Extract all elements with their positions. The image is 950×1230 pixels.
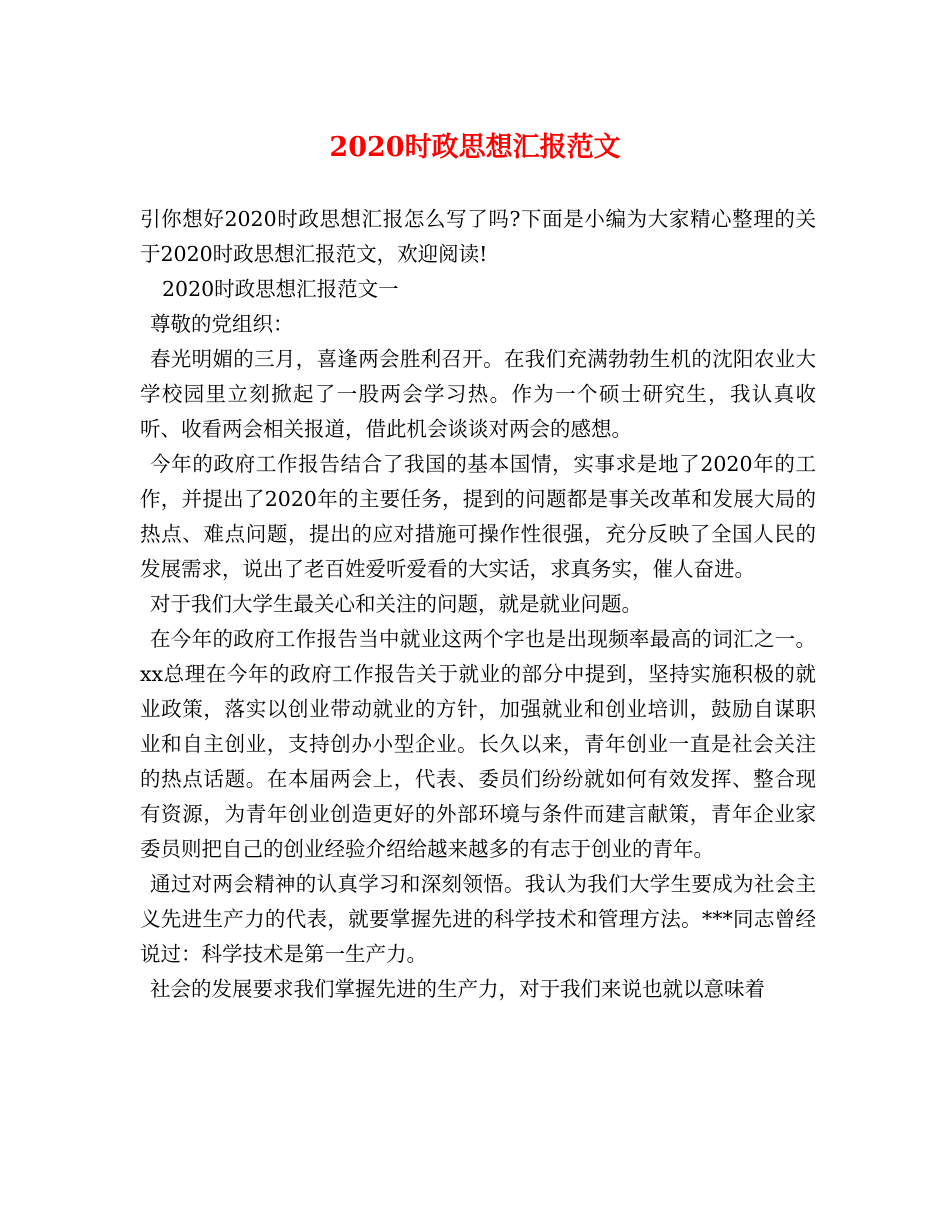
salutation: 尊敬的党组织： xyxy=(150,312,294,336)
body-paragraph: 社会的发展要求我们掌握先进的生产力，对于我们来说也就以意味着 xyxy=(150,977,765,1001)
intro-paragraph: 引你想好2020时政思想汇报怎么写了吗?下面是小编为大家精心整理的关于2020时政思想汇报范文，欢迎阅读! xyxy=(140,207,816,266)
document-body xyxy=(140,202,816,1007)
body-paragraph: 通过对两会精神的认真学习和深刻领悟。我认为我们大学生要成为社会主义先进生产力的代表，就要掌握先进的科学技术和管理方法。***同志曾经说过：科学技术是第一生产力。 xyxy=(140,872,816,966)
body-paragraph: 春光明媚的三月，喜逢两会胜利召开。在我们充满勃勃生机的沈阳农业大学校园里立刻掀起了一股两会学习热。作为一个硕士研究生，我认真收听、收看两会相关报道，借此机会谈谈对两会的感想。 xyxy=(140,347,816,441)
body-paragraph: 在今年的政府工作报告当中就业这两个字也是出现频率最高的词汇之一。xx总理在今年的政府工作报告关于就业的部分中提到，坚持实施积极的就业政策，落实以创业带动就业的方针，加强就业和创业培训，鼓励自谋职业和自主创业，支持创办小型企业。长久以来，青年创业一直是社会关注的热点话题。在本届两会上，代表、委员们纷纷就如何有效发挥、整合现有资源，为青年创业创造更好的外部环境与条件而建言献策，青年企业家委员则把自己的创业经验介绍给越来越多的有志于创业的青年。 xyxy=(140,627,816,861)
body-paragraph: 今年的政府工作报告结合了我国的基本国情，实事求是地了2020年的工作，并提出了2020年的主要任务，提到的问题都是事关改革和发展大局的热点、难点问题，提出的应对措施可操作性很强，充分反映了全国人民的发展需求，说出了老百姓爱听爱看的大实话，求真务实，催人奋进。 xyxy=(140,452,816,581)
document-title: 2020时政思想汇报范文 xyxy=(329,132,621,163)
body-paragraph: 对于我们大学生最关心和关注的问题，就是就业问题。 xyxy=(150,592,642,616)
section-heading: 2020时政思想汇报范文一 xyxy=(162,277,399,301)
